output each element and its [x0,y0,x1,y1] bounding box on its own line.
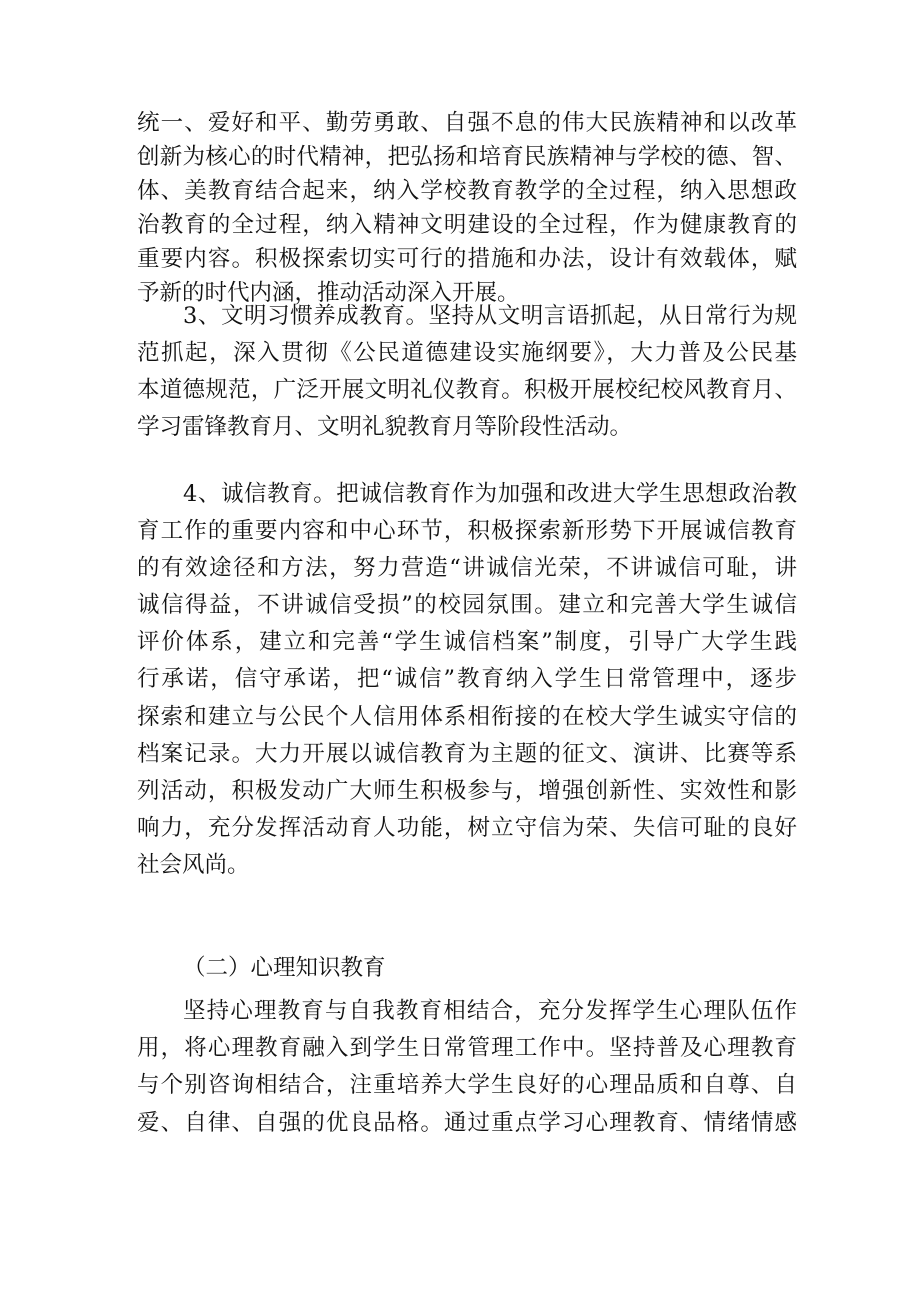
text-line: 探索和建立与公民个人信用体系相衔接的在校大学生诚实守信的 [137,703,797,730]
text-line: 重要内容。积极探索切实可行的措施和办法，设计有效载体，赋 [137,246,797,272]
text-line: 坚持心理教育与自我教育相结合，充分发挥学生心理队伍作 [183,998,797,1024]
text-line: 爱、自律、自强的优良品格。通过重点学习心理教育、情绪情感 [137,1109,797,1136]
text-line: 诚信得益，不讲诚信受损”的校园氛围。建立和完善大学生诚信 [137,592,797,619]
text-line: 创新为核心的时代精神，把弘扬和培育民族精神与学校的德、智、 [137,144,797,170]
text-line: 3、文明习惯养成教育。坚持从文明言语抓起，从日常行为规 [183,303,797,329]
text-line: 治教育的全过程，纳入精神文明建设的全过程，作为健康教育的 [137,212,797,238]
text-line: 育工作的重要内容和中心环节，积极探索新形势下开展诚信教育 [137,518,797,545]
section-heading: （二）心理知识教育 [183,955,386,981]
text-line: 评价体系，建立和完善“学生诚信档案”制度，引导广大学生践 [137,629,797,656]
text-line: 列活动，积极发动广大师生积极参与，增强创新性、实效性和影 [137,777,797,804]
text-line: 档案记录。大力开展以诚信教育为主题的征文、演讲、比赛等系 [137,740,797,767]
paragraph-civility-habits [137,298,797,446]
text-line: 统一、爱好和平、勤劳勇敢、自强不息的伟大民族精神和以改革 [137,110,797,136]
text-line: 予新的时代内涵，推动活动深入开展。 [137,280,520,306]
text-line: 范抓起，深入贯彻《公民道德建设实施纲要》，大力普及公民基 [137,340,797,366]
text-line: 社会风尚。 [137,851,250,878]
text-line: 与个别咨询相结合，注重培养大学生良好的心理品质和自尊、自 [137,1072,797,1099]
text-line: 学习雷锋教育月、文明礼貌教育月等阶段性活动。 [137,414,633,440]
text-line: 体、美教育结合起来，纳入学校教育教学的全过程，纳入思想政 [137,178,797,204]
text-line: 4、诚信教育。把诚信教育作为加强和改进大学生思想政治教 [183,481,797,507]
text-line: 本道德规范，广泛开展文明礼仪教育。积极开展校纪校风教育月、 [137,377,797,403]
text-line: 的有效途径和方法，努力营造“讲诚信光荣，不讲诚信可耻，讲 [137,555,797,582]
text-line: 用，将心理教育融入到学生日常管理工作中。坚持普及心理教育 [137,1035,797,1062]
paragraph-psychology-education [137,993,797,1142]
paragraph-integrity-education [137,476,797,884]
paragraph-national-spirit [137,106,797,310]
text-line: 行承诺，信守承诺，把“诚信”教育纳入学生日常管理中，逐步 [137,666,797,693]
text-line: 响力，充分发挥活动育人功能，树立守信为荣、失信可耻的良好 [137,814,797,841]
